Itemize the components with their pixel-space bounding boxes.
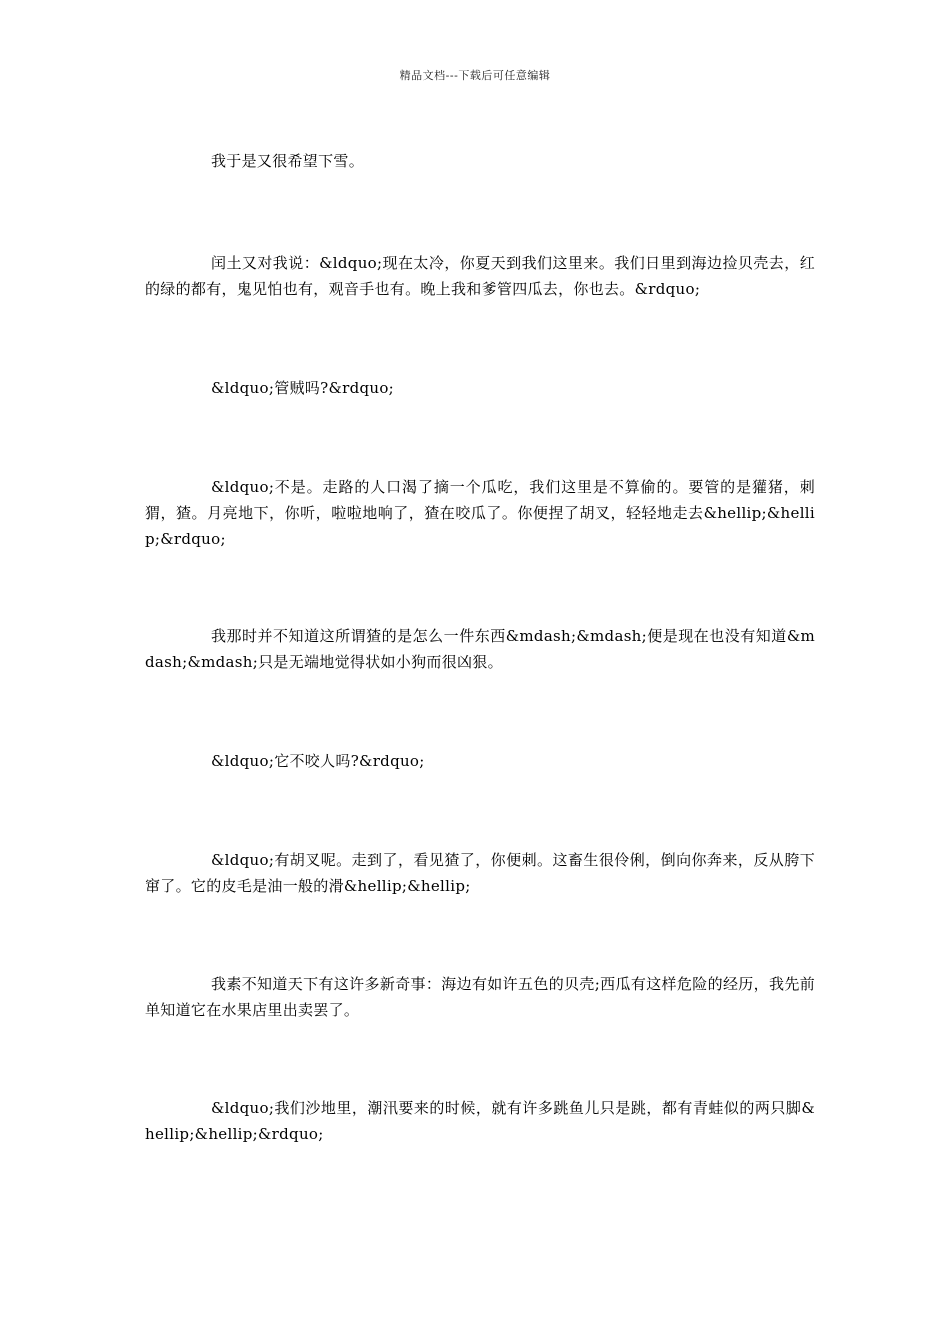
paragraph-9: &ldquo;我们沙地里，潮汛要来的时候，就有许多跳鱼儿只是跳，都有青蛙似的两只脚&hellip;&hellip;&rdquo; bbox=[145, 1099, 815, 1143]
paragraph-8: 我素不知道天下有这许多新奇事：海边有如许五色的贝壳;西瓜有这样危险的经历，我先前单知道它在水果店里出卖罢了。 bbox=[145, 975, 815, 1019]
page-header: 精品文档---下载后可任意编辑 bbox=[399, 69, 551, 82]
paragraph-5: 我那时并不知道这所谓猹的是怎么一件东西&mdash;&mdash;便是现在也没有知道&mdash;&mdash;只是无端地觉得状如小狗而很凶狠。 bbox=[145, 627, 815, 671]
paragraph-3: &ldquo;管贼吗?&rdquo; bbox=[211, 379, 395, 397]
paragraph-2: 闰土又对我说：&ldquo;现在太冷，你夏天到我们这里来。我们日里到海边捡贝壳去，红的绿的都有，鬼见怕也有，观音手也有。晚上我和爹管四瓜去，你也去。&rdquo; bbox=[145, 254, 815, 298]
paragraph-1: 我于是又很希望下雪。 bbox=[211, 152, 365, 170]
paragraph-7: &ldquo;有胡叉呢。走到了，看见猹了，你便刺。这畜生很伶俐，倒向你奔来，反从胯下窜了。它的皮毛是油一般的滑&hellip;&hellip; bbox=[145, 851, 815, 895]
paragraph-4: &ldquo;不是。走路的人口渴了摘一个瓜吃，我们这里是不算偷的。要管的是獾猪，刺猬，猹。月亮地下，你听，啦啦地响了，猹在咬瓜了。你便捏了胡叉，轻轻地走去&hellip;&hellip;&rdquo; bbox=[145, 478, 815, 548]
paragraph-6: &ldquo;它不咬人吗?&rdquo; bbox=[211, 752, 425, 770]
